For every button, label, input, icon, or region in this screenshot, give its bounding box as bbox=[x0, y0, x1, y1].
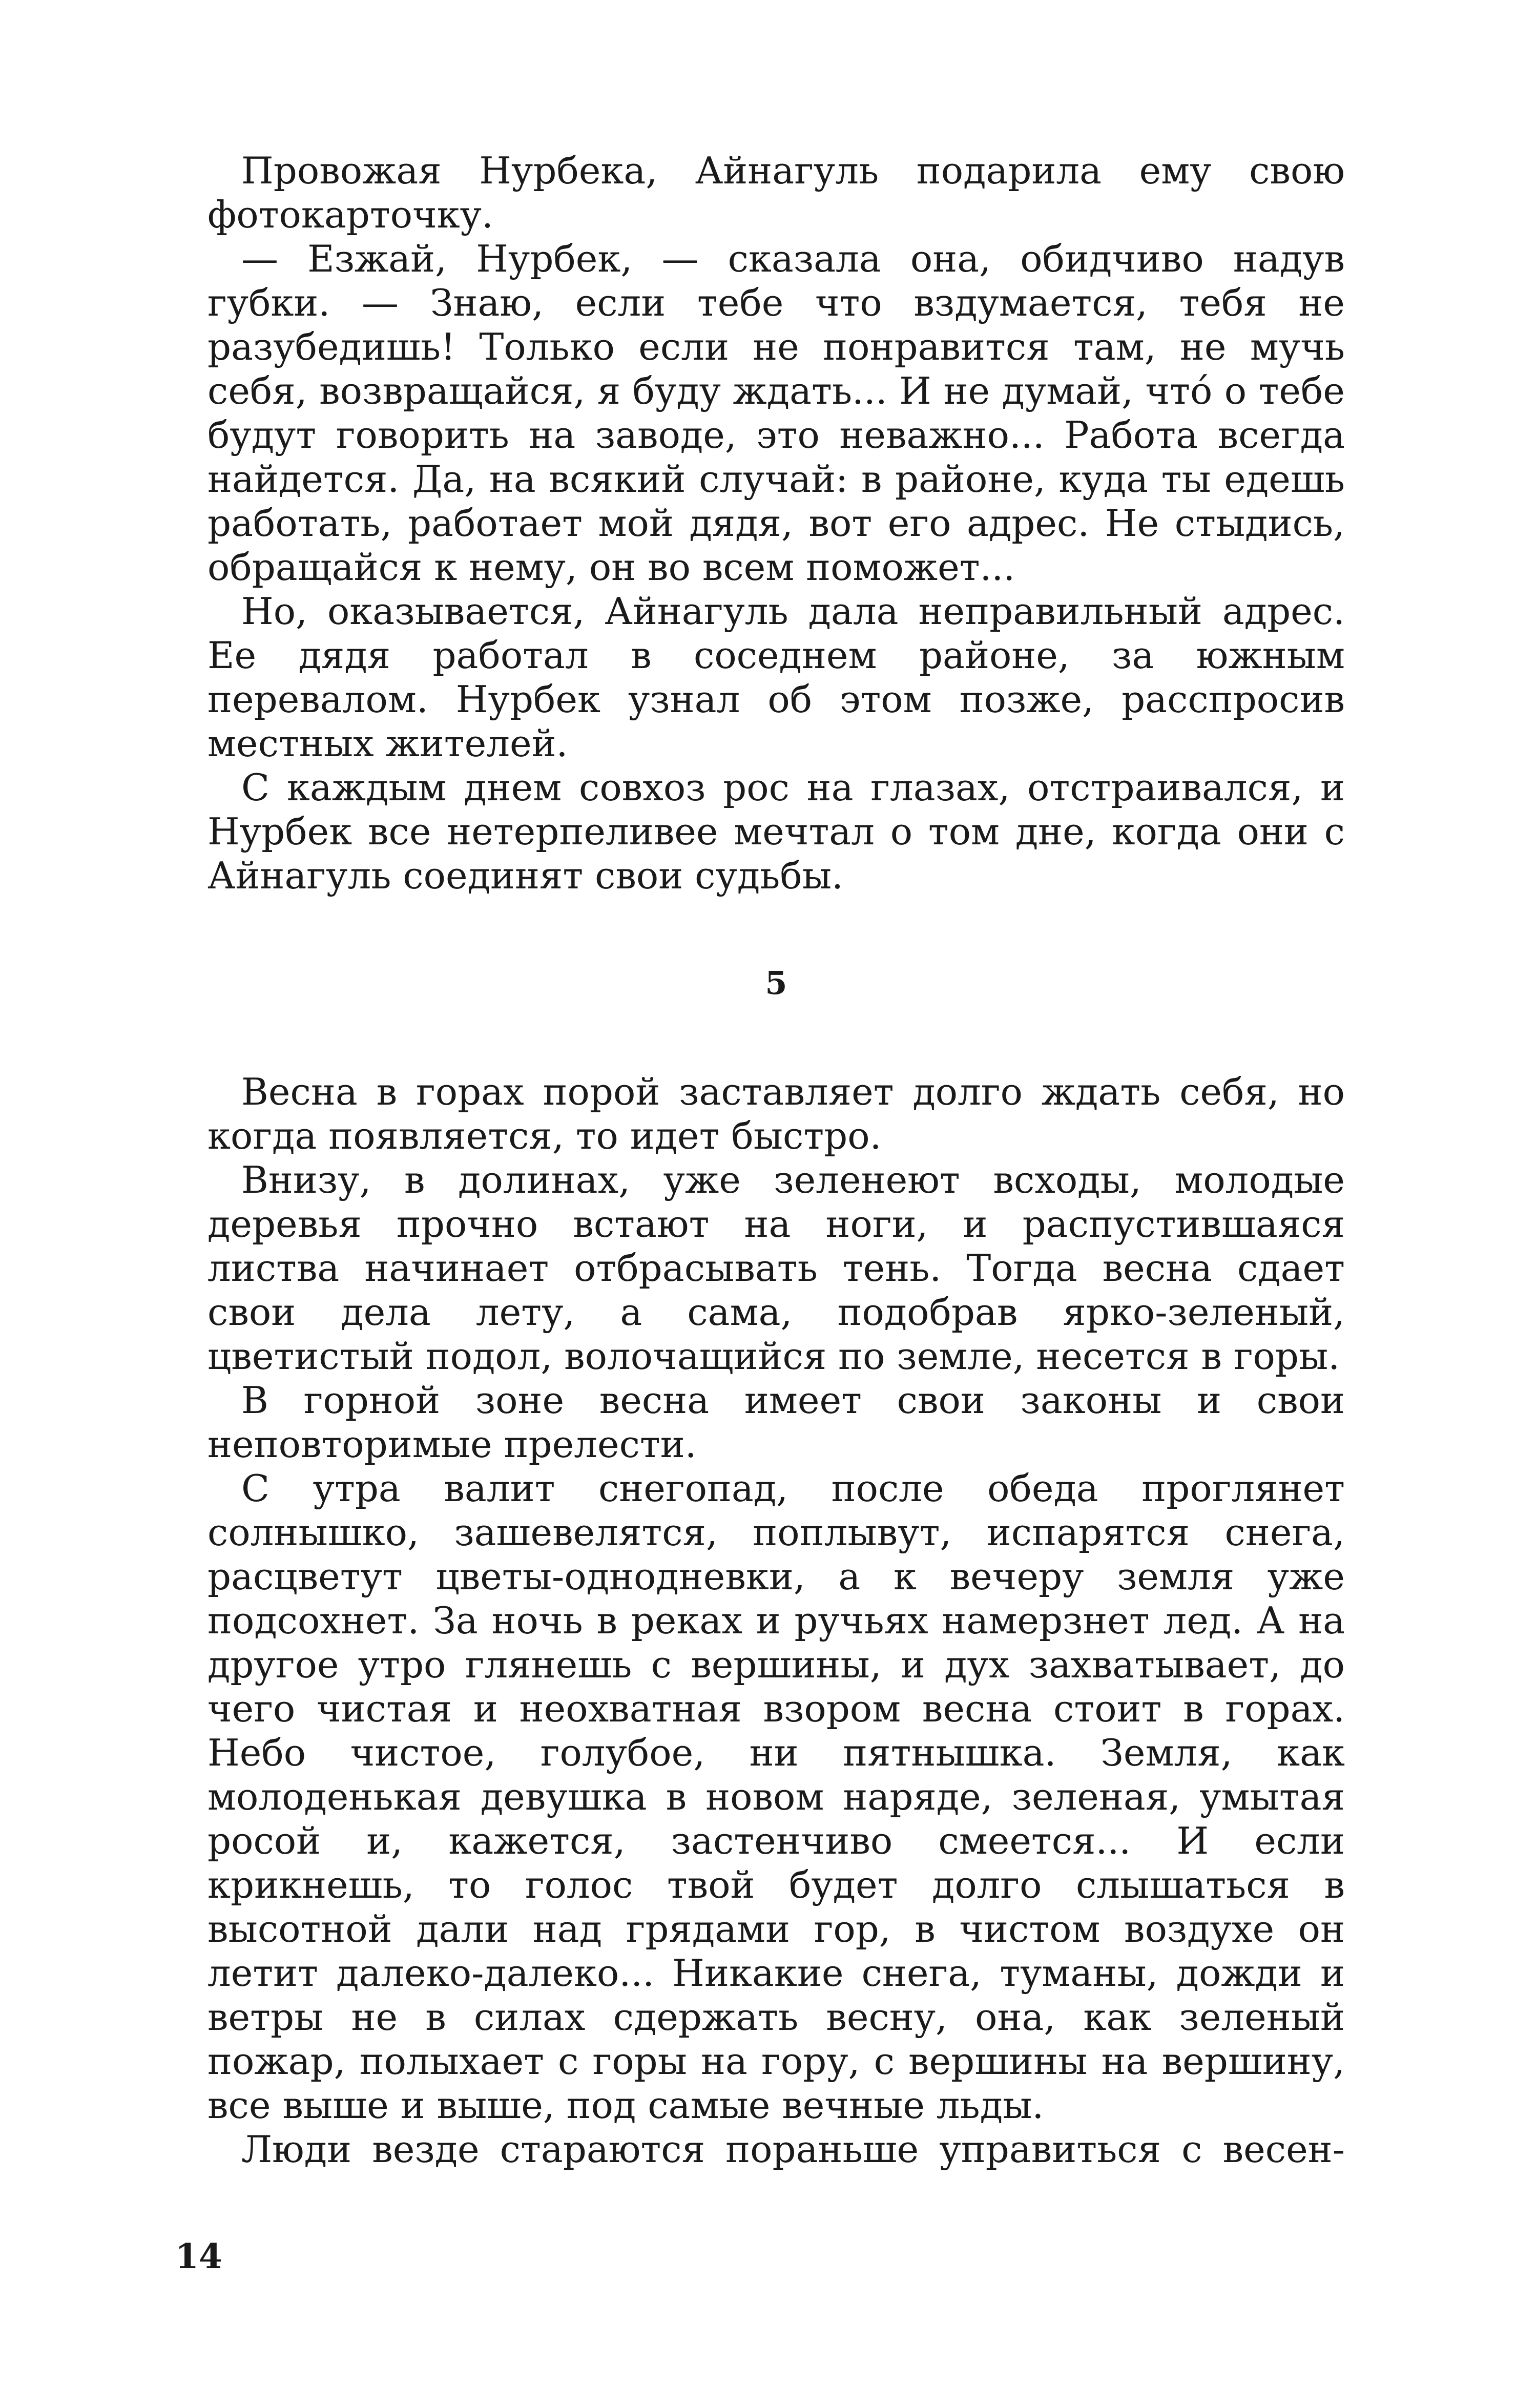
paragraph: Но, оказывается, Айнагуль дала неправильный адрес. Ее дядя работал в соседнем районе, за южным перевалом. Нурбек узнал об этом позже, расспросив местных жителей. bbox=[207, 590, 1345, 765]
paragraph: С каждым днем совхоз рос на глазах, отстраивался, и Нурбек все нетерпеливее мечтал о том дне, когда они с Айнагуль соединят свои судьбы. bbox=[207, 766, 1345, 897]
paragraph: Люди везде стараются пораньше управиться с весен- bbox=[241, 2128, 1345, 2171]
page-number: 14 bbox=[175, 2236, 222, 2276]
paragraph: Внизу, в долинах, уже зеленеют всходы, молодые деревья прочно встают на ноги, и распустившаяся листва начинает отбрасывать тень. Тогда весна сдает свои дела лету, а сама, подобрав ярко-зеленый, цветистый подол, волочащийся по земле, несется в горы. bbox=[207, 1158, 1345, 1378]
text-column bbox=[207, 149, 1345, 2171]
paragraph: Провожая Нурбека, Айнагуль подарила ему свою фотокарточку. bbox=[207, 149, 1345, 236]
chapter-number: 5 bbox=[765, 964, 787, 1002]
paragraph: С утра валит снегопад, после обеда проглянет солнышко, зашевелятся, поплывут, испарятся снега, расцветут цветы-однодневки, а к вечеру земля уже подсохнет. За ночь в реках и ручьях намерзнет лед. А на другое утро глянешь с вершины, и дух захватывает, до чего чистая и неохватная взором весна стоит в горах. Небо чистое, голубое, ни пятнышка. Земля, как молоденькая девушка в новом наряде, зеленая, умытая росой и, кажется, застенчиво смеется... И если крикнешь, то голос твой будет долго слышаться в высотной дали над грядами гор, в чистом воздухе он летит далеко-далеко... Никакие снега, туманы, дожди и ветры не в силах сдержать весну, она, как зеленый пожар, полыхает с горы на гору, с вершины на вершину, все выше и выше, под самые вечные льды. bbox=[207, 1467, 1345, 2127]
paragraph: В горной зоне весна имеет свои законы и свои неповторимые прелести. bbox=[207, 1379, 1345, 1466]
paragraph: — Езжай, Нурбек, — сказала она, обидчиво надув губки. — Знаю, если тебе что вздумается, тебя не разубедишь! Только если не понравится там, не мучь себя, возвращайся, я буду ждать... И не думай, что́ о тебе будут говорить на заводе, это неважно... Работа всегда найдется. Да, на всякий случай: в районе, куда ты едешь работать, работает мой дядя, вот его адрес. Не стыдись, обращайся к нему, он во всем поможет... bbox=[207, 237, 1345, 589]
paragraph: Весна в горах порой заставляет долго ждать себя, но когда появляется, то идет быстро. bbox=[207, 1070, 1345, 1157]
